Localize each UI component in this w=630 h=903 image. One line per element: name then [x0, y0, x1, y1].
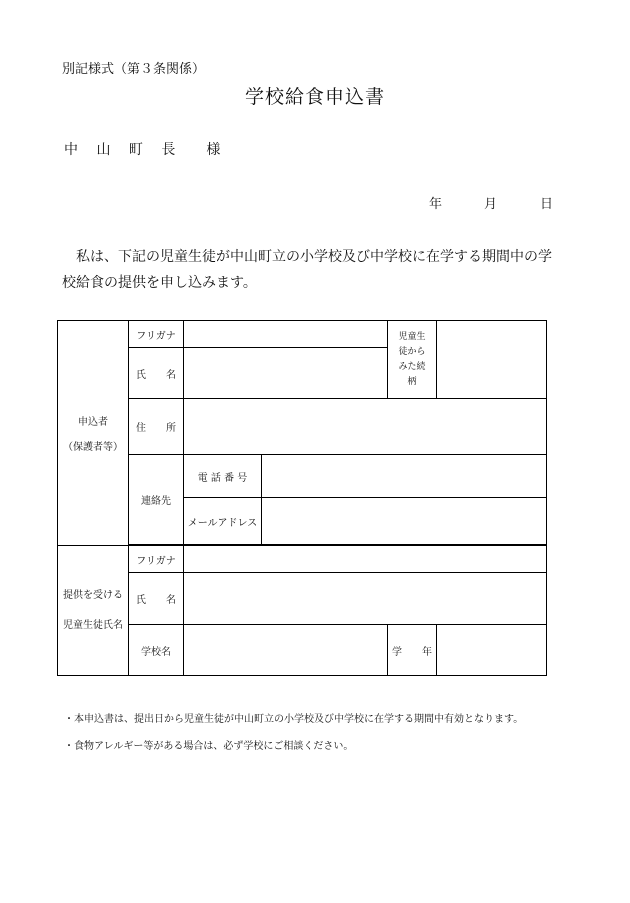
- student-name-field[interactable]: [184, 573, 547, 625]
- student-label: 提供を受ける: [63, 589, 123, 601]
- grade-label: 学 年: [388, 625, 437, 676]
- applicant-address-label: 住 所: [129, 399, 184, 455]
- applicant-furigana-field[interactable]: [184, 321, 388, 348]
- applicant-address-field[interactable]: [184, 399, 547, 455]
- application-form-table: [57, 320, 547, 676]
- applicant-name-label: 氏 名: [129, 348, 184, 399]
- application-statement: 私は、下記の児童生徒が中山町立の小学校及び中学校に在学する期間中の学校給食の提供を申し込みます。: [62, 249, 552, 291]
- relationship-label: 児童生徒からみた続柄: [388, 321, 437, 399]
- student-sublabel: 児童生徒氏名: [63, 619, 123, 631]
- day-label: 日: [540, 197, 554, 212]
- student-name-label: 氏 名: [129, 573, 184, 625]
- email-label: メールアドレス: [184, 498, 262, 545]
- applicant-label: 申込者: [78, 417, 108, 428]
- form-number: 別記様式（第３条関係）: [62, 62, 206, 77]
- year-label: 年: [429, 197, 443, 212]
- addressee-honorific: 様: [206, 142, 228, 158]
- school-name-label: 学校名: [129, 625, 184, 676]
- relationship-field[interactable]: [437, 321, 547, 399]
- student-furigana-label: フリガナ: [129, 546, 184, 573]
- addressee-name: 中 山 町 長: [64, 142, 183, 158]
- note-allergy: ・食物アレルギー等がある場合は、必ず学校にご相談ください。: [64, 741, 354, 752]
- phone-field[interactable]: [262, 455, 547, 498]
- month-label: 月: [484, 197, 498, 212]
- school-name-field[interactable]: [184, 625, 388, 676]
- applicant-sublabel: （保護者等）: [63, 442, 123, 453]
- email-field[interactable]: [262, 498, 547, 545]
- student-furigana-field[interactable]: [184, 546, 547, 573]
- addressee: [64, 139, 227, 159]
- contact-label: 連絡先: [129, 455, 184, 545]
- grade-field[interactable]: [437, 625, 547, 676]
- student-section-label: [58, 546, 129, 676]
- applicant-section-label: [58, 321, 129, 546]
- applicant-furigana-label: フリガナ: [129, 321, 184, 348]
- applicant-name-field[interactable]: [184, 348, 388, 399]
- note-validity: ・本申込書は、提出日から児童生徒が中山町立の小学校及び中学校に在学する期間中有効となります。: [64, 714, 524, 725]
- page-title: 学校給食申込書: [244, 86, 385, 108]
- phone-label: 電 話 番 号: [184, 455, 262, 498]
